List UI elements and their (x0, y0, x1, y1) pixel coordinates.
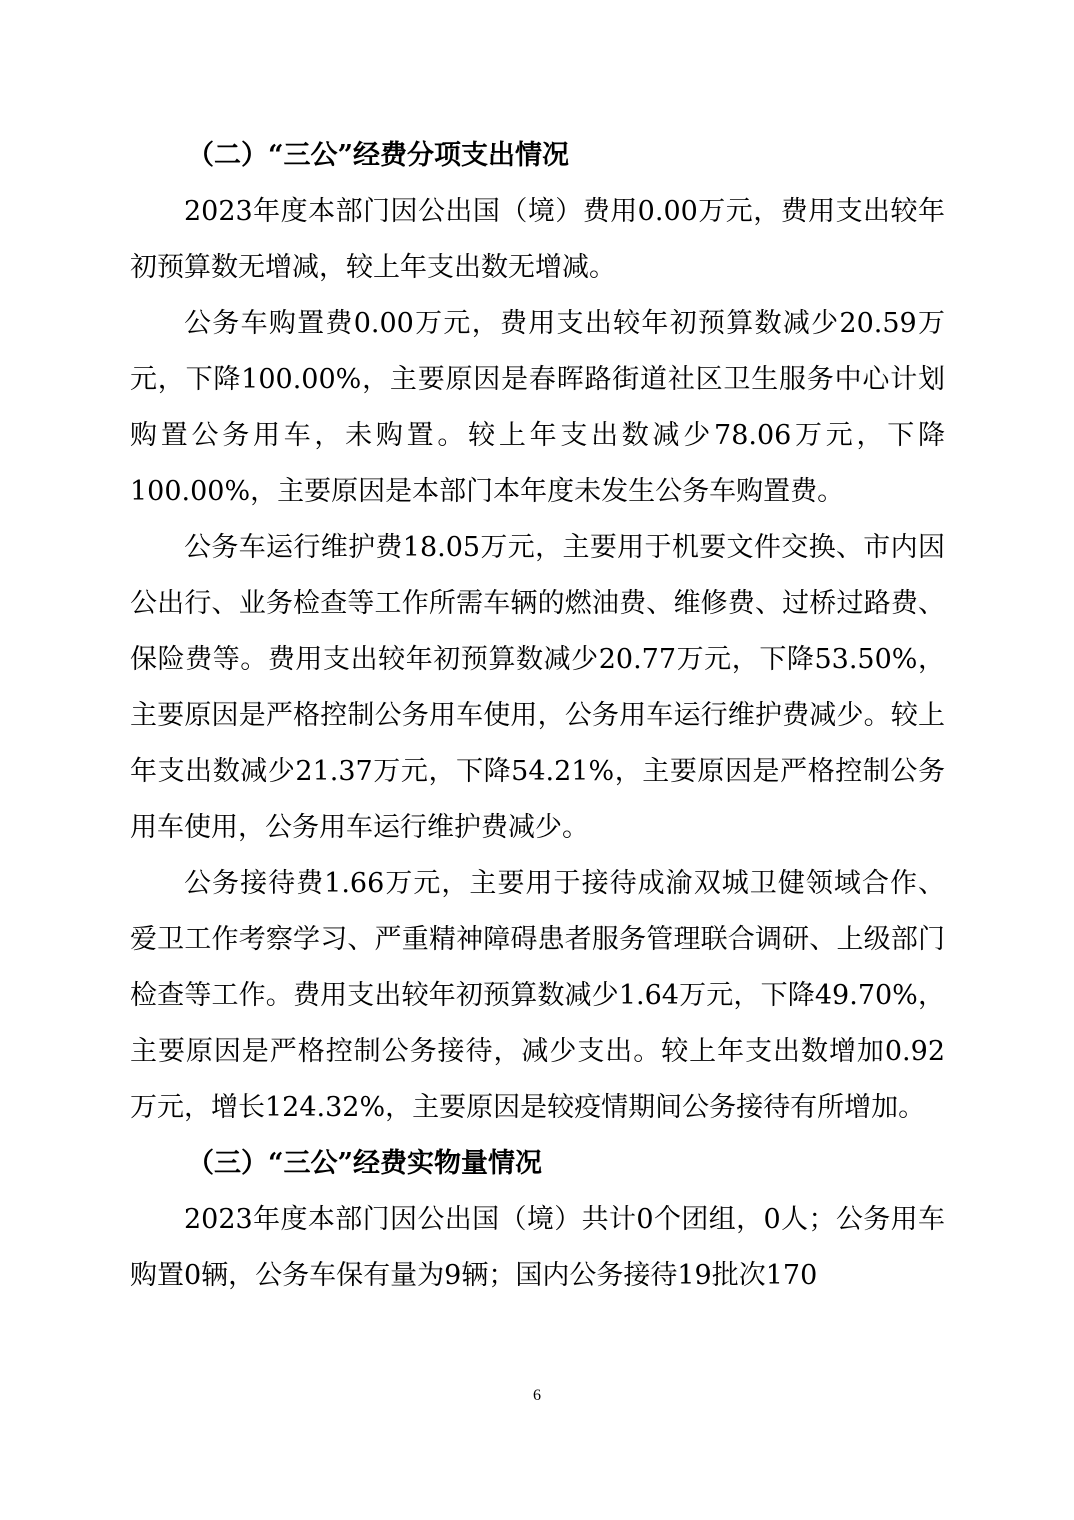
section-heading-physical-quantity: （三）“三公”经费实物量情况 (187, 1148, 543, 1179)
page-number: 6 (533, 1387, 541, 1404)
paragraph-vehicle-operation: 公务车运行维护费18.05万元，主要用于机要文件交换、市内因公出行、业务检查等工作所需车辆的燃油费、维修费、过桥过路费、保险费等。费用支出较年初预算数减少20.77万元，下降53.50%，主要原因是严格控制公务用车使用，公务用车运行维护费减少。较上年支出数减少21.37万元，下降54.21%，主要原因是严格控制公务用车使用，公务用车运行维护费减少。 (130, 532, 945, 843)
paragraph-overseas-travel: 2023年度本部门因公出国（境）费用0.00万元，费用支出较年初预算数无增减，较上年支出数无增减。 (130, 196, 945, 283)
document-body (130, 128, 945, 1304)
paragraph-vehicle-purchase: 公务车购置费0.00万元，费用支出较年初预算数减少20.59万元，下降100.00%，主要原因是春晖路街道社区卫生服务中心计划购置公务用车，未购置。较上年支出数减少78.06万元，下降100.00%，主要原因是本部门本年度未发生公务车购置费。 (130, 308, 945, 507)
paragraph-physical-quantity: 2023年度本部门因公出国（境）共计0个团组，0人；公务用车购置0辆，公务车保有量为9辆；国内公务接待19批次170 (130, 1204, 945, 1291)
section-heading-expenditure-breakdown: （二）“三公”经费分项支出情况 (187, 140, 570, 171)
paragraph-reception: 公务接待费1.66万元，主要用于接待成渝双城卫健领域合作、爱卫工作考察学习、严重精神障碍患者服务管理联合调研、上级部门检查等工作。费用支出较年初预算数减少1.64万元，下降49.70%，主要原因是严格控制公务接待，减少支出。较上年支出数增加0.92万元，增长124.32%，主要原因是较疫情期间公务接待有所增加。 (130, 868, 945, 1123)
